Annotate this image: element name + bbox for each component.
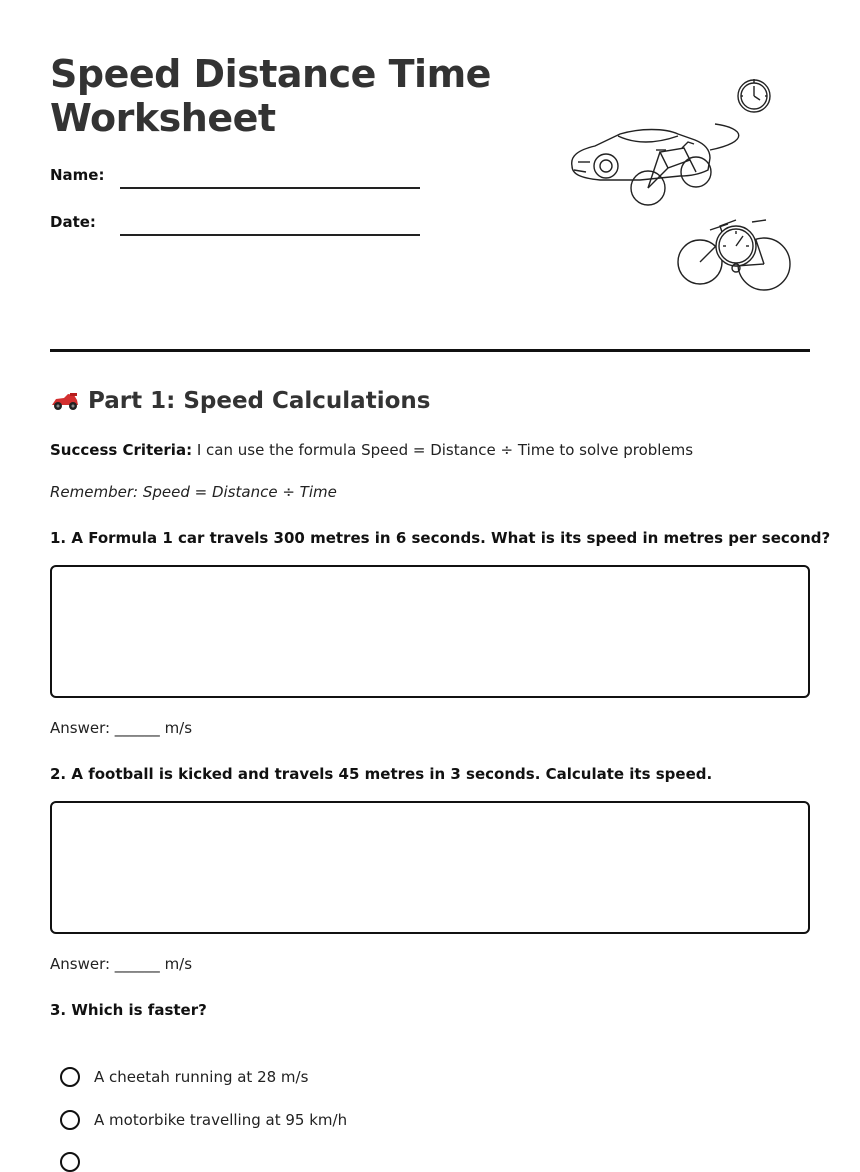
name-line[interactable]	[120, 187, 420, 189]
option-3[interactable]	[60, 1152, 80, 1172]
success-criteria-label: Success Criteria:	[50, 441, 193, 459]
name-label: Name:	[50, 166, 105, 184]
title-line-2: Worksheet	[50, 96, 276, 140]
option-2[interactable]	[60, 1110, 347, 1130]
stopwatch-icon	[738, 79, 770, 112]
answer-line-1: Answer: ______ m/s	[50, 719, 193, 737]
radio-button[interactable]	[60, 1067, 80, 1087]
section-divider	[50, 349, 810, 352]
answer-box-2[interactable]	[50, 801, 810, 934]
question-3: 3. Which is faster?	[50, 1001, 207, 1019]
title-line-1: Speed Distance Time	[50, 52, 491, 96]
question-1: 1. A Formula 1 car travels 300 metres in 6 seconds. What is its speed in metres per second?	[50, 529, 831, 547]
answer-line-2: Answer: ______ m/s	[50, 955, 193, 973]
success-criteria-text: I can use the formula Speed = Distance ÷ Time to solve problems	[192, 441, 694, 459]
name-field	[50, 166, 104, 184]
option-label: A motorbike travelling at 95 km/h	[94, 1111, 348, 1129]
radio-button[interactable]	[60, 1152, 80, 1172]
part1-title-text: Part 1: Speed Calculations	[88, 388, 431, 414]
part1-title	[50, 388, 430, 414]
option-1[interactable]	[60, 1067, 308, 1087]
date-field	[50, 213, 96, 231]
success-criteria	[50, 441, 693, 459]
date-line[interactable]	[120, 234, 420, 236]
question-2: 2. A football is kicked and travels 45 metres in 3 seconds. Calculate its speed.	[50, 765, 713, 783]
transport-illustration	[560, 70, 810, 300]
option-label: A cheetah running at 28 m/s	[94, 1068, 309, 1086]
radio-button[interactable]	[60, 1110, 80, 1130]
remember-note: Remember: Speed = Distance ÷ Time	[50, 483, 337, 501]
page-title	[50, 52, 491, 140]
bicycle-speedometer-icon	[678, 220, 790, 290]
racecar-icon	[50, 390, 80, 412]
answer-box-1[interactable]	[50, 565, 810, 698]
date-label: Date:	[50, 213, 96, 231]
